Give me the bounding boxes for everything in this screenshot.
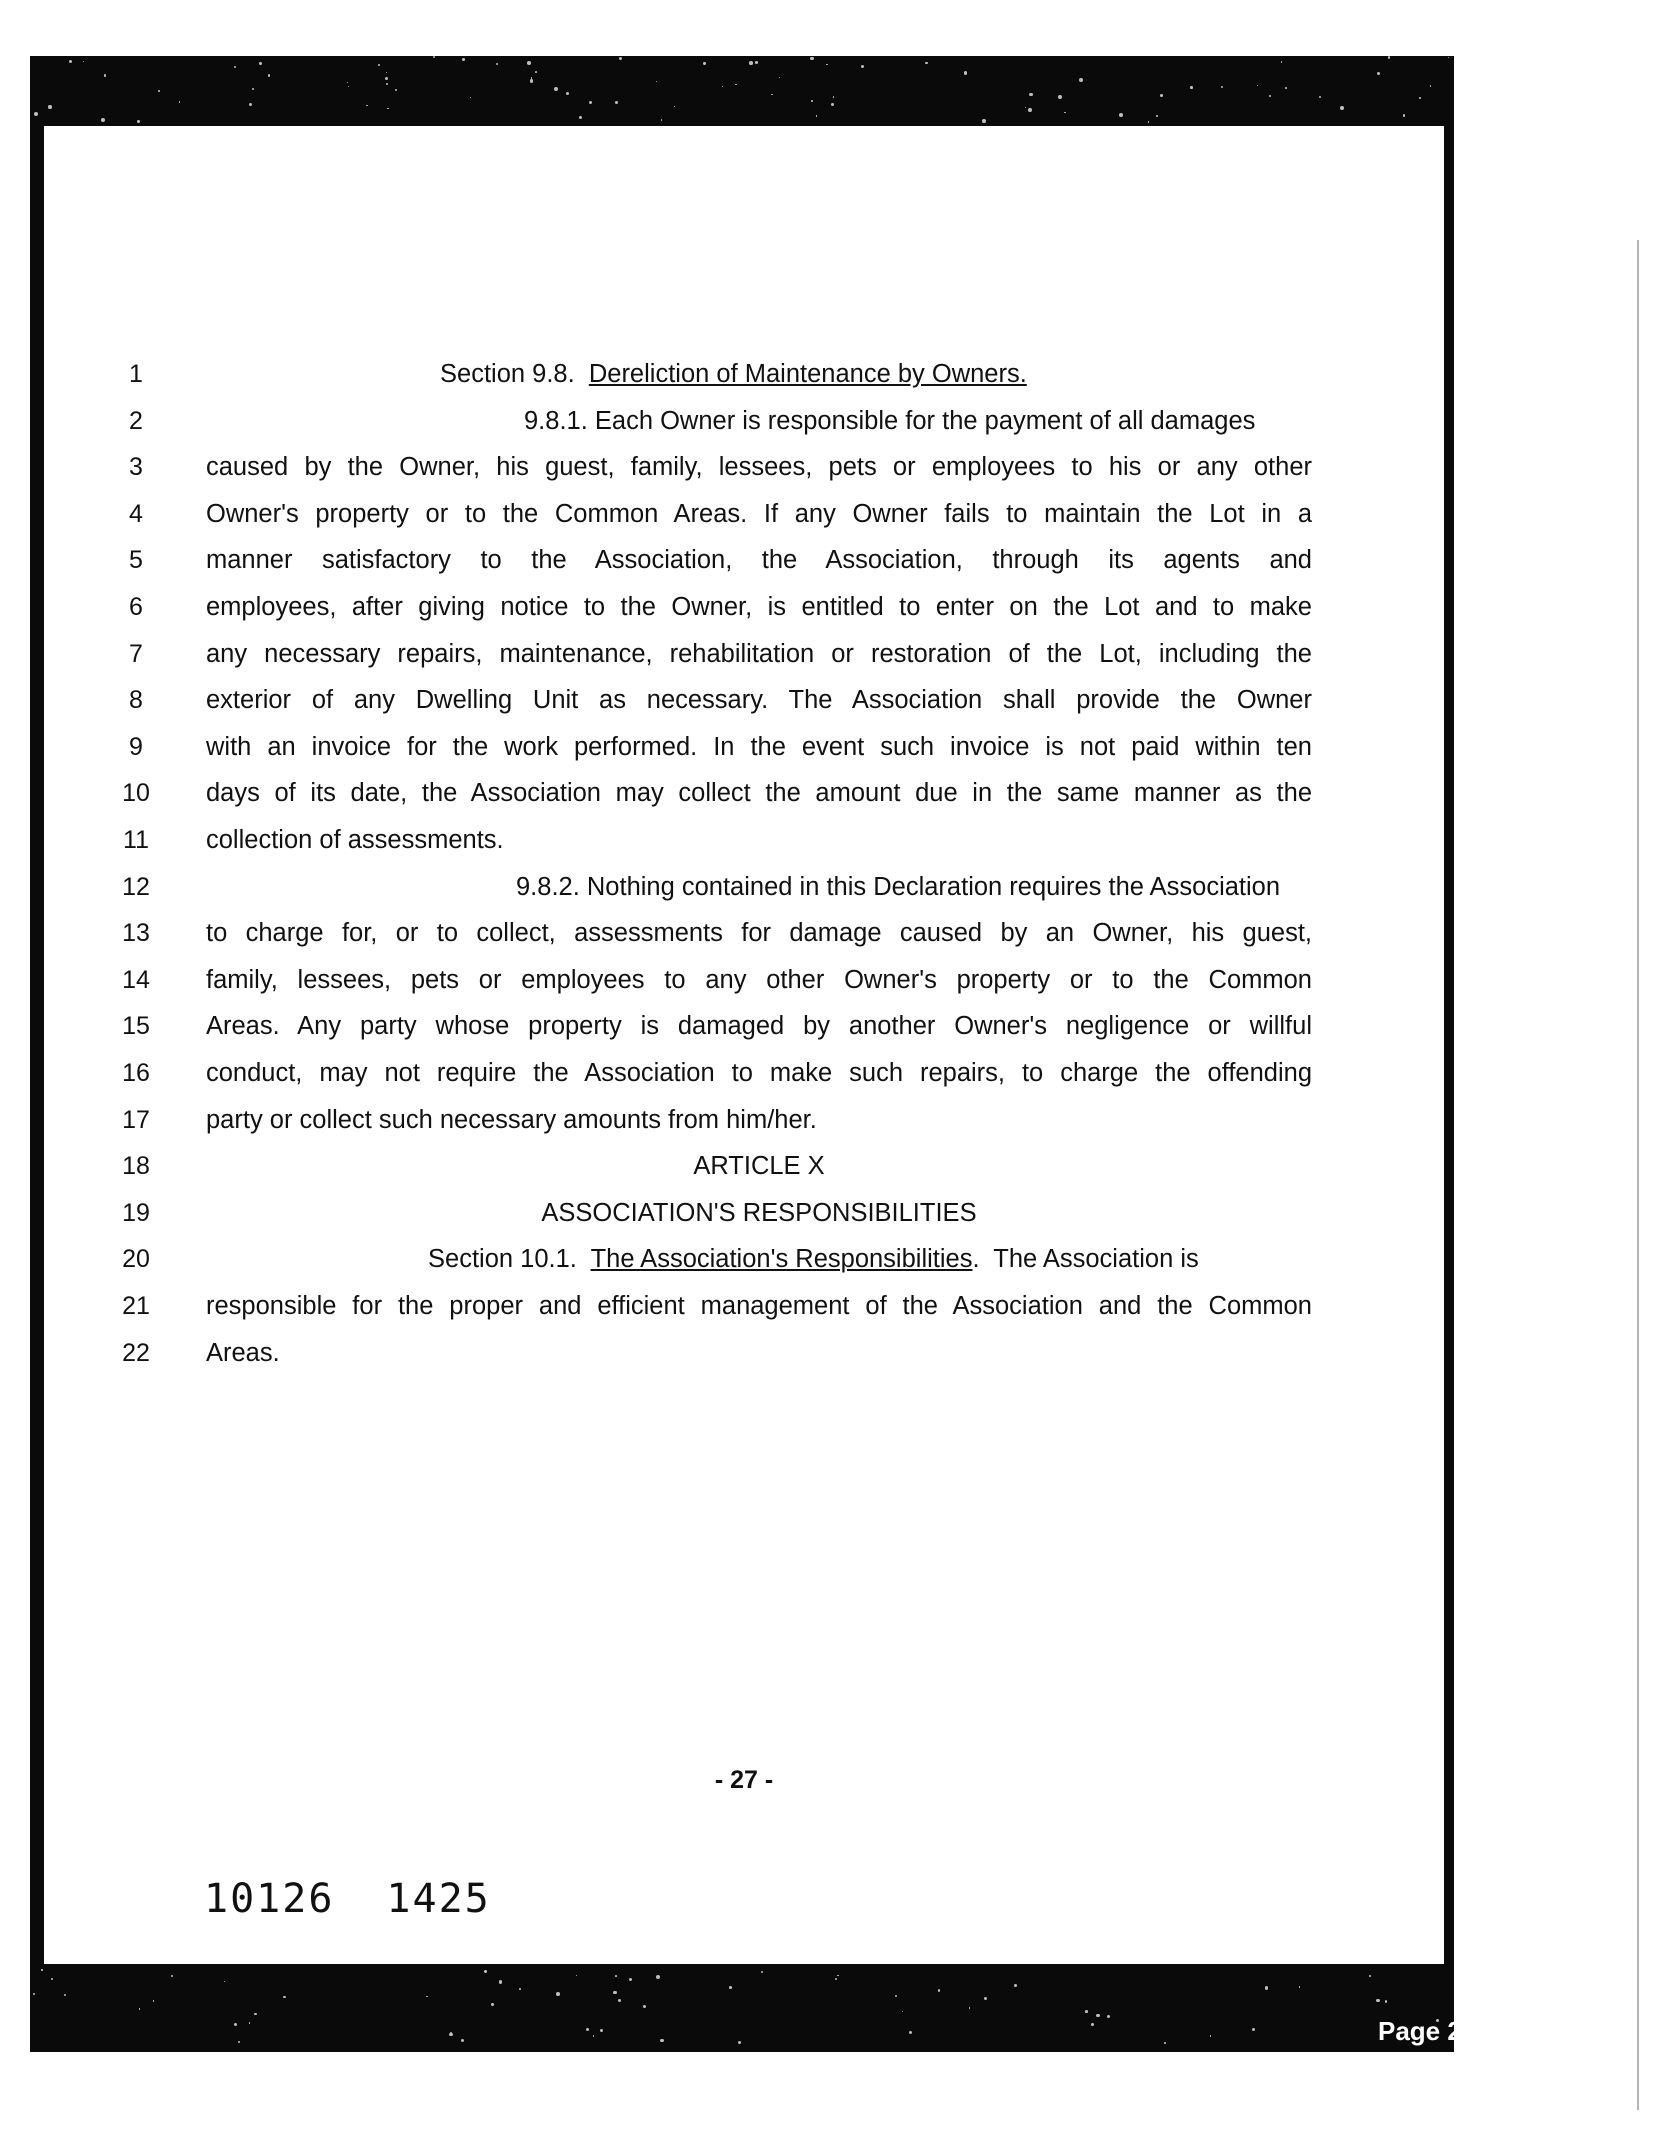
scan-noise (831, 103, 834, 106)
scan-noise (729, 1986, 732, 1989)
scan-noise (964, 71, 967, 74)
document-line (44, 1193, 1444, 1233)
line-text: caused by the Owner, his guest, family, lessees, pets or employees to his or any other (206, 453, 1312, 482)
scan-noise (101, 118, 105, 122)
scan-noise (779, 77, 780, 78)
document-line (44, 960, 1444, 1000)
document-line (44, 680, 1444, 720)
scan-noise (566, 92, 570, 96)
scan-noise (51, 1978, 53, 1980)
scan-noise (69, 60, 72, 63)
line-number: 6 (129, 593, 143, 621)
scan-noise (385, 77, 389, 81)
page-edge-rule (1637, 240, 1639, 2110)
scan-noise (1160, 94, 1163, 97)
line-number: 8 (129, 686, 143, 715)
scan-noise (34, 112, 38, 116)
document-line (44, 727, 1444, 767)
line-number: 20 (122, 1245, 150, 1274)
line-text: ASSOCIATION'S RESPONSIBILITIES (541, 1198, 977, 1227)
line-text: with an invoice for the work performed. In the event such invoice is not paid within ten (206, 732, 1312, 761)
scan-noise (1403, 114, 1405, 116)
scan-noise (1148, 121, 1149, 122)
scan-noise (576, 1975, 577, 1976)
line-number: 17 (122, 1105, 150, 1134)
scan-noise (48, 105, 52, 109)
document-line (44, 773, 1444, 813)
scan-noise (41, 1969, 43, 1971)
line-text: 9.8.1. Each Owner is responsible for the payment of all damages (524, 406, 1256, 435)
page-number: - 27 - (714, 1766, 774, 1794)
line-text: Areas. Any party whose property is damaged by another Owner's negligence or willful (206, 1012, 1312, 1041)
scan-noise (252, 88, 254, 90)
scan-noise (586, 2028, 589, 2031)
scan-noise (449, 2033, 452, 2036)
scan-noise (1257, 85, 1258, 86)
line-text: days of its date, the Association may collect the amount due in the same manner as the (206, 779, 1312, 808)
scan-noise (1419, 97, 1421, 99)
line-number: 18 (122, 1152, 150, 1181)
scan-noise (554, 87, 558, 91)
document-line (44, 913, 1444, 953)
scan-noise (1385, 2000, 1388, 2003)
scan-noise (1319, 96, 1321, 98)
scan-noise (1091, 2023, 1094, 2026)
scan-noise (938, 1989, 940, 1991)
scan-noise (833, 96, 834, 97)
line-number: 22 (122, 1338, 150, 1367)
scan-noise (83, 61, 84, 62)
document-line (44, 634, 1444, 674)
line-number: 7 (129, 639, 143, 668)
scan-noise (1210, 2035, 1211, 2036)
line-number: 11 (123, 826, 149, 854)
scan-noise (1085, 2010, 1088, 2013)
scan-noise (735, 84, 737, 86)
scan-noise (835, 1978, 837, 1980)
scan-noise (1058, 95, 1062, 99)
section-label: Section 9.8. (440, 360, 589, 388)
scan-noise (491, 2003, 493, 2005)
line-number: 3 (129, 453, 143, 482)
document-line (44, 401, 1444, 441)
scan-noise (535, 71, 537, 73)
scan-noise (470, 97, 471, 98)
scan-noise (1252, 2028, 1255, 2031)
line-text: Owner's property or to the Common Areas. If any Owner fails to maintain the Lot in a (206, 499, 1312, 528)
document-line (44, 1333, 1444, 1373)
scan-noise (925, 62, 927, 64)
scan-noise (643, 2005, 647, 2009)
scan-noise (254, 2013, 256, 2015)
section-label: Section 10.1. (428, 1245, 591, 1274)
scan-noise (738, 2041, 741, 2044)
scan-noise (171, 1975, 173, 1977)
scan-noise (1265, 1986, 1268, 1989)
scan-noise (593, 2035, 594, 2036)
scan-noise (153, 2000, 154, 2001)
scan-noise (656, 81, 657, 82)
document-line (44, 820, 1444, 860)
scan-noise (1285, 87, 1287, 89)
scan-noise (613, 1991, 616, 1994)
document-line (44, 867, 1444, 907)
scan-noise (1025, 107, 1026, 108)
scan-noise (556, 1992, 560, 1996)
scan-noise (519, 1988, 521, 1990)
scan-noise (1014, 1984, 1017, 1987)
line-text: party or collect such necessary amounts from him/her. (206, 1105, 817, 1134)
scan-noise (703, 62, 705, 64)
scan-noise (366, 105, 367, 106)
scan-noise (234, 66, 236, 68)
scan-noise (771, 94, 773, 96)
scan-noise (1156, 115, 1158, 117)
scan-noise (1079, 78, 1083, 82)
scan-noise (249, 2022, 251, 2024)
scan-noise (496, 63, 498, 65)
section-text: . The Association is (972, 1245, 1199, 1274)
document-line (44, 1146, 1444, 1186)
scan-noise (137, 120, 140, 123)
scan-noise (1388, 56, 1390, 58)
scan-noise (1221, 86, 1223, 88)
scan-noise (64, 1994, 66, 1996)
scan-noise (615, 101, 618, 104)
scan-noise (755, 61, 758, 64)
line-text: responsible for the proper and efficient management of the Association and the Common (206, 1292, 1312, 1320)
line-text: manner satisfactory to the Association, the Association, through its agents and (206, 546, 1312, 575)
line-number: 2 (129, 406, 143, 435)
scan-noise (224, 1981, 225, 1982)
scan-noise (861, 65, 864, 68)
scan-noise (661, 119, 663, 121)
scan-noise (1299, 1986, 1301, 1988)
line-text (428, 1239, 1312, 1279)
scan-noise (1107, 2015, 1110, 2018)
scan-noise (969, 2007, 970, 2008)
line-text: Areas. (206, 1338, 280, 1367)
scan-noise (499, 1980, 502, 1983)
scan-noise (810, 57, 813, 60)
scan-noise (660, 2039, 663, 2042)
scan-noise (249, 103, 252, 106)
scan-noise (139, 2008, 141, 2010)
scan-noise (895, 1995, 897, 1997)
line-text: collection of assessments. (206, 826, 504, 854)
scan-noise (386, 72, 387, 73)
scan-noise (1190, 86, 1193, 89)
scan-noise (1430, 85, 1432, 87)
line-number: 1 (129, 360, 143, 388)
line-text: ARTICLE X (693, 1152, 825, 1181)
scan-noise (461, 2039, 464, 2042)
scan-noise (1064, 112, 1065, 113)
scan-noise (656, 1975, 660, 1979)
scan-noise (811, 100, 813, 102)
scan-noise (1448, 57, 1449, 58)
line-text (440, 354, 1312, 394)
line-number: 19 (122, 1198, 150, 1227)
scan-noise (1281, 61, 1282, 62)
line-number: 16 (122, 1059, 150, 1087)
line-number: 5 (129, 546, 143, 575)
recording-page-number: 1425 (386, 1876, 491, 1922)
scan-noise (386, 83, 389, 86)
scan-noise (283, 1996, 285, 1998)
scan-noise (629, 1978, 633, 1982)
scan-noise (426, 1996, 428, 1998)
document-line (44, 1006, 1444, 1046)
line-number: 15 (122, 1012, 150, 1041)
scan-noise (268, 74, 270, 76)
scan-noise (395, 89, 398, 92)
line-number: 14 (122, 965, 150, 994)
line-text: employees, after giving notice to the Owner, is entitled to enter on the Lot and to make (206, 593, 1312, 621)
scan-noise (826, 64, 828, 66)
scan-noise (1164, 2042, 1166, 2044)
document-line (44, 587, 1444, 627)
scan-noise (984, 1997, 987, 2000)
scan-noise (1340, 106, 1344, 110)
scan-noise (909, 2031, 912, 2034)
scan-noise (1029, 93, 1032, 96)
scan-noise (179, 101, 181, 103)
line-number: 9 (129, 732, 143, 761)
scan-noise (348, 86, 349, 87)
line-text: conduct, may not require the Association to make such repairs, to charge the offending (206, 1059, 1312, 1087)
section-heading: Dereliction of Maintenance by Owners. (588, 360, 1027, 388)
document-line (44, 540, 1444, 580)
scan-noise (761, 1971, 763, 1973)
document-line (44, 447, 1444, 487)
line-text: family, lessees, pets or employees to any other Owner's property or to the Common (206, 965, 1312, 994)
scan-noise (527, 61, 531, 65)
line-text: 9.8.2. Nothing contained in this Declaration requires the Association (516, 872, 1281, 901)
scan-noise (378, 64, 380, 66)
scan-noise (749, 61, 753, 65)
scan-noise (674, 106, 675, 107)
scan-noise (158, 90, 160, 92)
document-line (44, 494, 1444, 534)
scan-noise (1269, 95, 1271, 97)
scan-noise (33, 1993, 35, 1995)
scan-noise (1369, 1975, 1371, 1977)
document-line (44, 1100, 1444, 1140)
document-line (44, 1239, 1444, 1279)
scan-noise (619, 57, 622, 60)
scan-noise (1096, 2014, 1100, 2018)
scan-noise (387, 108, 389, 110)
scan-noise (618, 1999, 621, 2002)
line-text: to charge for, or to collect, assessments for damage caused by an Owner, his guest, (206, 919, 1312, 948)
scan-noise (600, 2029, 603, 2032)
line-text: any necessary repairs, maintenance, rehabilitation or restoration of the Lot, including the (206, 639, 1312, 668)
document-line (44, 354, 1444, 394)
scan-noise (259, 62, 262, 65)
line-number: 12 (122, 872, 150, 901)
scan-noise (722, 86, 723, 87)
book-number: 10126 (204, 1876, 335, 1922)
scan-noise (816, 115, 817, 116)
viewer-page-indicator: Page 27 of 46 (1378, 2016, 1545, 2046)
scan-noise (902, 2011, 903, 2012)
scan-noise (1028, 108, 1032, 112)
scan-noise (238, 2041, 241, 2044)
scan-noise (462, 58, 465, 61)
scan-noise (1377, 72, 1380, 75)
scan-noise (104, 74, 106, 76)
section-heading: The Association's Responsibilities (590, 1245, 973, 1274)
scan-noise (982, 119, 986, 123)
line-text: exterior of any Dwelling Unit as necessary. The Association shall provide the Owner (206, 686, 1312, 715)
line-number: 10 (122, 779, 150, 808)
document-line (44, 1053, 1444, 1093)
scan-noise (1119, 113, 1123, 117)
scan-noise (589, 101, 592, 104)
line-number: 13 (122, 919, 150, 948)
line-number: 21 (122, 1292, 150, 1320)
scan-noise (615, 1975, 617, 1977)
document-page (44, 126, 1444, 1964)
scan-noise (433, 56, 435, 58)
scan-noise (484, 1970, 486, 1972)
line-number: 4 (129, 499, 143, 528)
viewer-timestamp: 11/21/2011 11:49 AM (1412, 2052, 1536, 2067)
scan-noise (1376, 1999, 1380, 2003)
scan-noise (530, 79, 534, 83)
scan-noise (234, 2023, 237, 2026)
scan-noise (579, 116, 582, 119)
scan-noise (837, 1975, 838, 1976)
scan-noise (347, 82, 348, 83)
document-line (44, 1286, 1444, 1326)
recording-reference (204, 1876, 543, 1922)
